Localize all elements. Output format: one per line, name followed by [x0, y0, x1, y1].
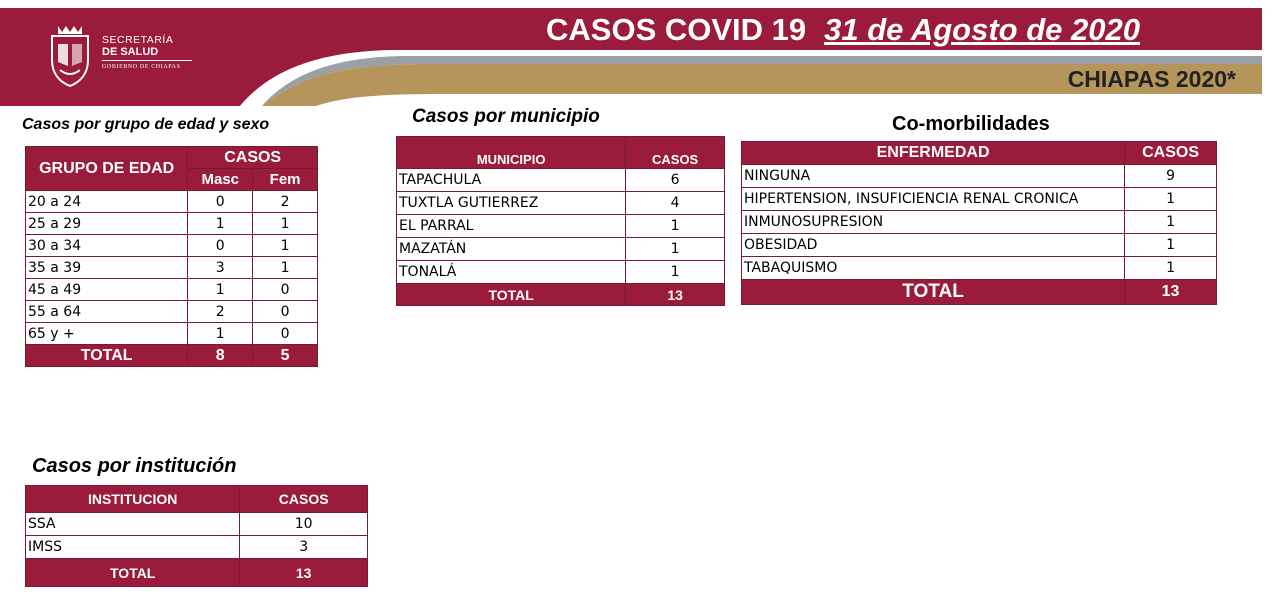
casos-cell: 9 [1125, 165, 1217, 188]
total-cases: 13 [240, 559, 368, 587]
total-masc: 8 [188, 345, 253, 367]
table-row [26, 213, 318, 235]
table-row [397, 261, 725, 284]
fem-cell: 0 [253, 279, 318, 301]
masc-header: Masc [188, 169, 253, 191]
table-row [26, 235, 318, 257]
age-group-cell: 55 a 64 [26, 301, 188, 323]
institucion-header: INSTITUCION [26, 486, 240, 513]
casos-cell: 1 [1125, 211, 1217, 234]
total-label: TOTAL [26, 345, 188, 367]
casos-cell: 1 [626, 261, 725, 284]
masc-cell: 1 [188, 213, 253, 235]
age-group-header: GRUPO DE EDAD [26, 147, 188, 191]
municipio-table-title: Casos por municipio [412, 106, 600, 127]
casos-cell: 10 [240, 513, 368, 536]
inst-table-title: Casos por institución [32, 455, 237, 477]
table-row [742, 234, 1217, 257]
enfermedad-cell: NINGUNA [742, 165, 1125, 188]
municipio-cell: TAPACHULA [397, 169, 626, 192]
enfermedad-cell: HIPERTENSION, INSUFICIENCIA RENAL CRONICA [742, 188, 1125, 211]
table-row [26, 257, 318, 279]
total-fem: 5 [253, 345, 318, 367]
table-row [742, 257, 1217, 280]
table-row [397, 238, 725, 261]
total-label: TOTAL [742, 280, 1125, 305]
table-row [742, 188, 1217, 211]
casos-header: CASOS [1125, 142, 1217, 165]
table-row [26, 323, 318, 345]
page-title-text: CASOS COVID 19 [546, 12, 807, 47]
fem-cell: 0 [253, 323, 318, 345]
municipio-cell: TONALÁ [397, 261, 626, 284]
total-cases: 13 [626, 284, 725, 306]
logo-secretaria-text: SECRETARÍA [102, 34, 174, 46]
masc-cell: 0 [188, 191, 253, 213]
enfermedad-header: ENFERMEDAD [742, 142, 1125, 165]
casos-cell: 4 [626, 192, 725, 215]
report-date: 31 de Agosto de 2020 [824, 12, 1140, 47]
table-row [742, 211, 1217, 234]
cases-header: CASOS [188, 147, 318, 169]
fem-cell: 1 [253, 235, 318, 257]
total-cases: 13 [1125, 280, 1217, 305]
table-row [397, 169, 725, 192]
casos-cell: 1 [1125, 188, 1217, 211]
age-group-cell: 25 a 29 [26, 213, 188, 235]
age-group-cell: 35 a 39 [26, 257, 188, 279]
municipio-table [396, 136, 725, 306]
casos-header: CASOS [240, 486, 368, 513]
casos-cell: 1 [1125, 234, 1217, 257]
municipio-cell: EL PARRAL [397, 215, 626, 238]
age-table-title: Casos por grupo de edad y sexo [22, 116, 270, 133]
total-label: TOTAL [26, 559, 240, 587]
casos-cell: 1 [1125, 257, 1217, 280]
logo-de-salud-text: DE SALUD [102, 46, 159, 58]
enfermedad-cell: INMUNOSUPRESION [742, 211, 1125, 234]
masc-cell: 1 [188, 279, 253, 301]
institution-table [25, 485, 368, 587]
total-label: TOTAL [397, 284, 626, 306]
masc-cell: 2 [188, 301, 253, 323]
table-row [397, 192, 725, 215]
casos-cell: 1 [626, 215, 725, 238]
comorbidity-table [741, 141, 1217, 305]
fem-header: Fem [253, 169, 318, 191]
casos-cell: 3 [240, 536, 368, 559]
secretaria-de-salud-logo [46, 22, 206, 92]
age-group-cell: 20 a 24 [26, 191, 188, 213]
region-subtitle: CHIAPAS 2020* [1067, 66, 1236, 92]
table-row [26, 191, 318, 213]
logo-gobierno-text: GOBIERNO DE CHIAPAS [102, 64, 181, 70]
table-row [26, 536, 368, 559]
casos-header: CASOS [626, 137, 725, 169]
enfermedad-cell: OBESIDAD [742, 234, 1125, 257]
masc-cell: 0 [188, 235, 253, 257]
age-sex-table [25, 146, 318, 367]
municipio-cell: MAZATÁN [397, 238, 626, 261]
table-row [742, 165, 1217, 188]
casos-cell: 6 [626, 169, 725, 192]
chiapas-coat-of-arms-icon [46, 22, 94, 88]
table-row [26, 301, 318, 323]
table-row [26, 279, 318, 301]
institucion-cell: SSA [26, 513, 240, 536]
casos-cell: 1 [626, 238, 725, 261]
total-row [397, 284, 725, 306]
fem-cell: 1 [253, 257, 318, 279]
total-row [26, 559, 368, 587]
municipio-cell: TUXTLA GUTIERREZ [397, 192, 626, 215]
total-row [742, 280, 1217, 305]
logo-divider [102, 60, 192, 61]
table-row [26, 513, 368, 536]
table-row [397, 215, 725, 238]
age-group-cell: 45 a 49 [26, 279, 188, 301]
fem-cell: 2 [253, 191, 318, 213]
masc-cell: 1 [188, 323, 253, 345]
total-row [26, 345, 318, 367]
page-title [546, 10, 1140, 50]
fem-cell: 1 [253, 213, 318, 235]
municipio-header: MUNICIPIO [397, 137, 626, 169]
institucion-cell: IMSS [26, 536, 240, 559]
enfermedad-cell: TABAQUISMO [742, 257, 1125, 280]
age-group-cell: 30 a 34 [26, 235, 188, 257]
age-group-cell: 65 y + [26, 323, 188, 345]
masc-cell: 3 [188, 257, 253, 279]
fem-cell: 0 [253, 301, 318, 323]
comorb-table-title: Co-morbilidades [892, 113, 1050, 135]
